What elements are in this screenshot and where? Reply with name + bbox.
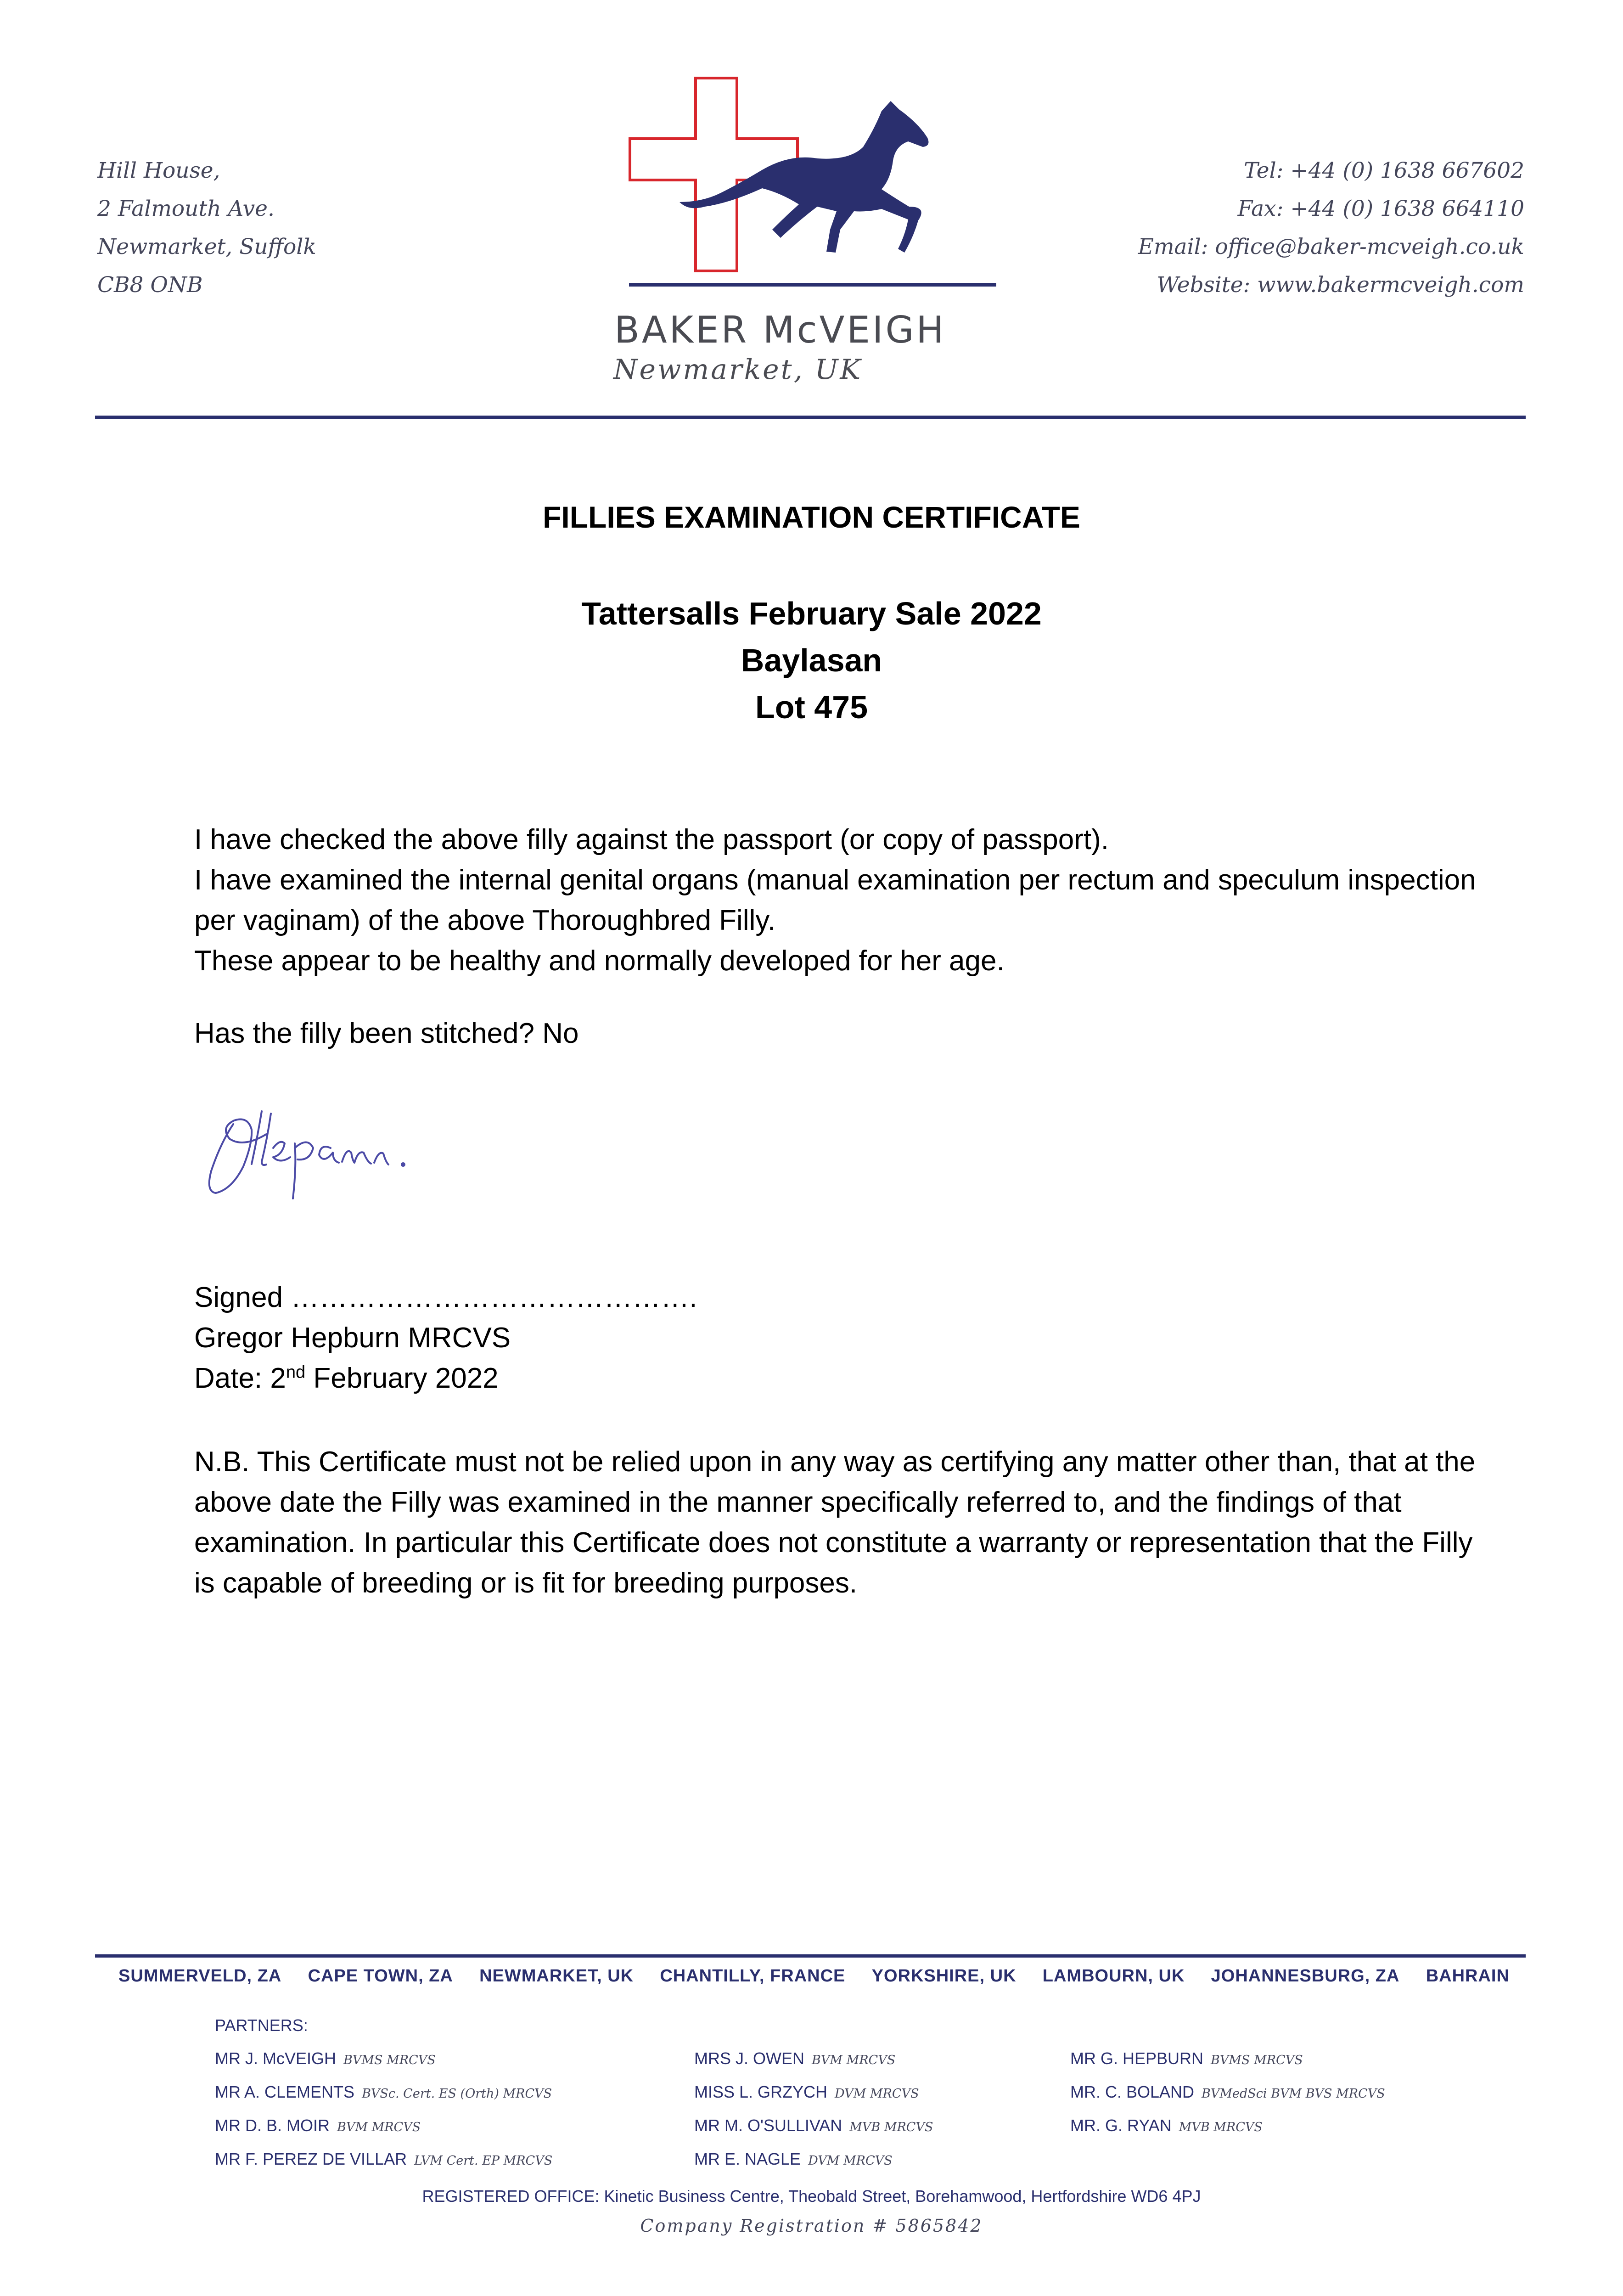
partner-qualifications: DVM MRCVS <box>835 2087 919 2101</box>
partner-name: MR D. B. MOIR <box>215 2116 330 2135</box>
contact-email: Email: office@baker-mcveigh.co.uk <box>1138 234 1524 259</box>
partner-name: MR A. CLEMENTS <box>215 2082 355 2101</box>
partner-entry <box>215 2076 552 2110</box>
company-contact <box>1138 152 1524 304</box>
partners-column-2 <box>694 2043 933 2177</box>
statement-passport: I have checked the above filly against the passport (or copy of passport). <box>194 824 1109 855</box>
company-registration: Company Registration # 5865842 <box>640 2216 983 2236</box>
partner-entry <box>694 2143 933 2177</box>
horse-name: Baylasan <box>741 642 882 678</box>
handwritten-signature <box>193 1084 505 1212</box>
company-address <box>97 152 316 304</box>
partner-qualifications: MVB MRCVS <box>1179 2120 1263 2134</box>
partner-entry <box>215 2043 552 2076</box>
statement-health: These appear to be healthy and normally developed for her age. <box>194 945 1005 977</box>
location-item: SUMMERVELD, ZA <box>118 1966 282 1986</box>
office-locations <box>118 1966 1510 1986</box>
partner-name: MR J. McVEIGH <box>215 2049 337 2068</box>
partner-qualifications: BVM MRCVS <box>337 2120 421 2134</box>
partner-name: MR E. NAGLE <box>694 2150 801 2168</box>
galloping-horse-icon <box>680 101 928 253</box>
partner-name: MR F. PEREZ DE VILLAR <box>215 2150 407 2168</box>
partners-column-3 <box>1070 2043 1385 2143</box>
brand-name: BAKER McVEIGH <box>614 309 946 351</box>
location-item: BAHRAIN <box>1426 1966 1510 1986</box>
partner-name: MR G. HEPBURN <box>1070 2049 1204 2068</box>
partner-qualifications: BVMedSci BVM BVS MRCVS <box>1202 2087 1385 2101</box>
partner-name: MR. G. RYAN <box>1070 2116 1172 2135</box>
date-suffix: February 2022 <box>305 1362 499 1394</box>
location-item: CAPE TOWN, ZA <box>308 1966 453 1986</box>
address-line: CB8 ONB <box>97 272 203 298</box>
lot-number: Lot 475 <box>755 689 868 725</box>
address-line: Newmarket, Suffolk <box>97 234 316 259</box>
partner-qualifications: BVSc. Cert. ES (Orth) MRCVS <box>362 2087 552 2101</box>
partner-qualifications: BVMS MRCVS <box>1211 2053 1303 2067</box>
partner-name: MR M. O'SULLIVAN <box>694 2116 842 2135</box>
brand-location: Newmarket, UK <box>613 354 863 386</box>
partner-entry <box>215 2143 552 2177</box>
header-divider <box>95 416 1526 419</box>
partner-name: MR. C. BOLAND <box>1070 2082 1195 2101</box>
partner-qualifications: DVM MRCVS <box>808 2154 893 2168</box>
examination-statements <box>194 820 1480 981</box>
partner-entry <box>694 2076 933 2110</box>
partner-entry <box>1070 2043 1385 2076</box>
location-item: YORKSHIRE, UK <box>871 1966 1016 1986</box>
certificate-title: FILLIES EXAMINATION CERTIFICATE <box>543 500 1080 534</box>
date-prefix: Date: 2 <box>194 1362 286 1394</box>
location-item: LAMBOURN, UK <box>1042 1966 1185 1986</box>
partner-entry <box>694 2110 933 2143</box>
partner-qualifications: BVM MRCVS <box>812 2053 896 2067</box>
partner-entry <box>694 2043 933 2076</box>
partner-entry <box>1070 2110 1385 2143</box>
partner-qualifications: BVMS MRCVS <box>343 2053 436 2067</box>
partner-entry <box>215 2110 552 2143</box>
disclaimer-text: N.B. This Certificate must not be relied upon in any way as certifying any matter other than, that at the above date the Filly was examined in the manner specifically referred to, and the findings of that examination. In particular this Certificate does not constitute a warranty or representation that the Filly is capable of breeding or is fit for breeding purposes. <box>194 1446 1476 1599</box>
footer-divider <box>95 1954 1526 1958</box>
contact-fax: Fax: +44 (0) 1638 664110 <box>1237 196 1524 221</box>
statement-examination: I have examined the internal genital organs (manual examination per rectum and speculum inspection per vaginam) of the above Thoroughbred Filly. <box>194 864 1476 936</box>
partners-column-1 <box>215 2043 552 2177</box>
partner-name: MRS J. OWEN <box>694 2049 804 2068</box>
address-line: 2 Falmouth Ave. <box>97 196 275 221</box>
partner-qualifications: LVM Cert. EP MRCVS <box>414 2154 553 2168</box>
location-item: CHANTILLY, FRANCE <box>660 1966 846 1986</box>
partner-entry <box>1070 2076 1385 2110</box>
signed-line: Signed ……………………………………. <box>194 1282 697 1313</box>
location-item: NEWMARKET, UK <box>479 1966 634 1986</box>
signature-date <box>194 1358 511 1399</box>
registered-office: REGISTERED OFFICE: Kinetic Business Centre, Theobald Street, Borehamwood, Hertfordshire WD6 4PJ <box>422 2187 1201 2206</box>
partners-label: PARTNERS: <box>215 2016 308 2035</box>
stitched-question: Has the filly been stitched? No <box>194 1018 579 1049</box>
contact-phone: Tel: +44 (0) 1638 667602 <box>1244 158 1524 183</box>
location-item: JOHANNESBURG, ZA <box>1211 1966 1400 1986</box>
signatory-name: Gregor Hepburn MRCVS <box>194 1322 511 1354</box>
sale-details <box>0 590 1623 731</box>
date-ordinal: nd <box>286 1362 306 1382</box>
signatory-block <box>194 1318 511 1399</box>
sale-name: Tattersalls February Sale 2022 <box>581 596 1042 631</box>
partner-name: MISS L. GRZYCH <box>694 2082 828 2101</box>
partner-qualifications: MVB MRCVS <box>849 2120 933 2134</box>
address-line: Hill House, <box>97 158 220 183</box>
contact-website: Website: www.bakermcveigh.com <box>1157 272 1524 298</box>
